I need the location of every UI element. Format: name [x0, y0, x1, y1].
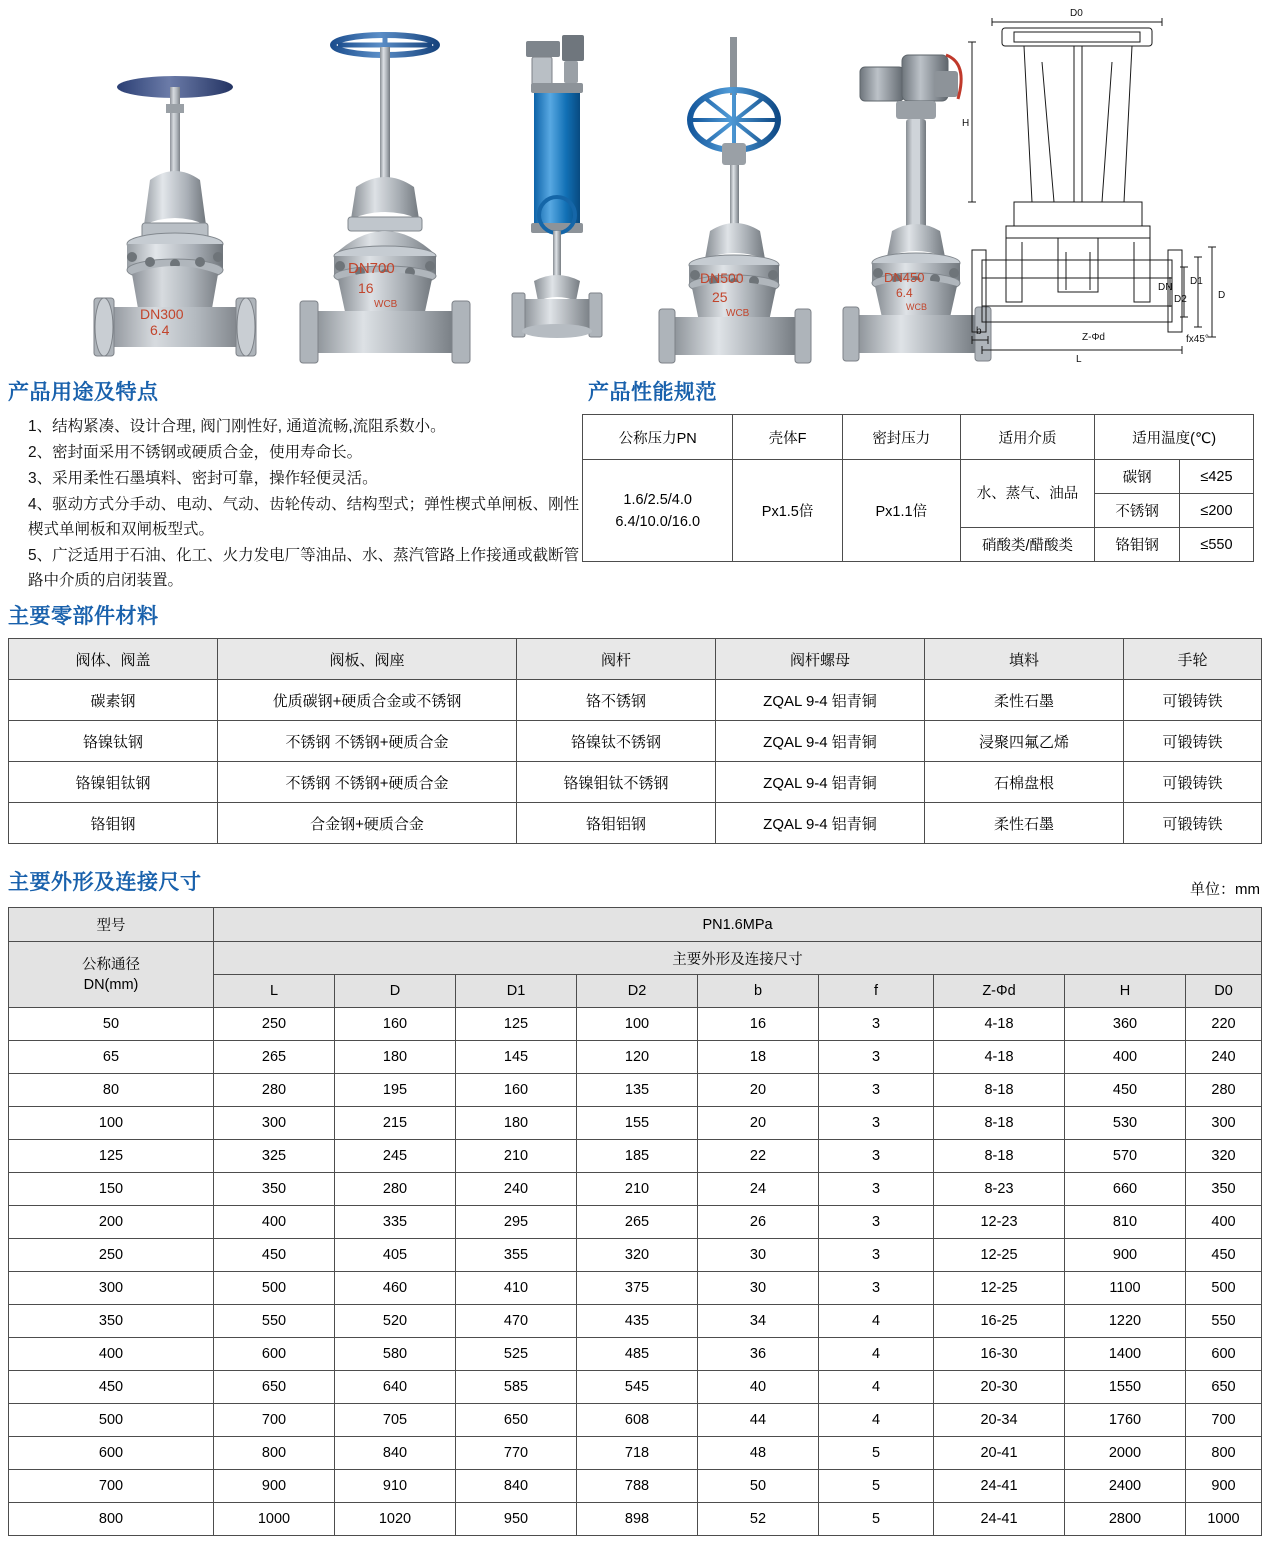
table-row: [9, 1008, 1262, 1041]
dim-cell-L: 265: [214, 1041, 335, 1074]
dim-col-f: f: [819, 975, 934, 1008]
table-row: [9, 1305, 1262, 1338]
dim-cell-L: 700: [214, 1404, 335, 1437]
dim-cell-L: 500: [214, 1272, 335, 1305]
dim-cell-Z-Φd: 4-18: [934, 1008, 1065, 1041]
materials-cell: ZQAL 9-4 铝青铜: [716, 721, 925, 762]
dim-cell-Z-Φd: 20-34: [934, 1404, 1065, 1437]
dim-cell-H: 900: [1065, 1239, 1186, 1272]
dim-cell-b: 30: [698, 1239, 819, 1272]
spec-cell-temp-material-1: 不锈钢: [1095, 494, 1180, 528]
dim-cell-D1: 125: [456, 1008, 577, 1041]
dim-cell-D0: 800: [1186, 1437, 1262, 1470]
valve-marking-pn: 6.4: [150, 322, 170, 338]
spec-pn-line1: 1.6/2.5/4.0: [623, 491, 692, 508]
spec-cell-temp-value-0: ≤425: [1179, 460, 1253, 494]
dim-cell-D: 195: [335, 1074, 456, 1107]
table-row: [9, 639, 1262, 680]
dim-cell-f: 3: [819, 1140, 934, 1173]
table-row: [9, 1503, 1262, 1536]
dim-cell-dn: 600: [9, 1437, 214, 1470]
spec-header-pn: 公称压力PN: [583, 415, 733, 460]
valve-marking-pn: 16: [358, 280, 374, 296]
materials-cell: 合金钢+硬质合金: [218, 803, 517, 844]
dim-cell-D0: 450: [1186, 1239, 1262, 1272]
dim-cell-D1: 160: [456, 1074, 577, 1107]
dim-cell-D0: 1000: [1186, 1503, 1262, 1536]
dim-cell-D1: 770: [456, 1437, 577, 1470]
dim-cell-L: 800: [214, 1437, 335, 1470]
dim-cell-dn: 80: [9, 1074, 214, 1107]
list-item: 5、广泛适用于石油、化工、火力发电厂等油品、水、蒸汽管路上作接通或截断管路中介质的启闭装置。: [28, 547, 580, 589]
features-list: [0, 414, 580, 593]
table-row: [9, 762, 1262, 803]
dim-cell-f: 3: [819, 1041, 934, 1074]
dim-cell-D: 910: [335, 1470, 456, 1503]
dim-cell-D0: 400: [1186, 1206, 1262, 1239]
table-row: [9, 908, 1262, 942]
dim-cell-D2: 788: [577, 1470, 698, 1503]
spec-header-shell: 壳体F: [733, 415, 842, 460]
dim-cell-b: 40: [698, 1371, 819, 1404]
dim-cell-b: 18: [698, 1041, 819, 1074]
dim-cell-f: 3: [819, 1239, 934, 1272]
dim-cell-D0: 320: [1186, 1140, 1262, 1173]
dim-cell-b: 52: [698, 1503, 819, 1536]
dim-cell-Z-Φd: 16-30: [934, 1338, 1065, 1371]
spec-cell-media-2: 硝酸类/醋酸类: [960, 528, 1094, 562]
table-row: [9, 721, 1262, 762]
dim-cell-H: 450: [1065, 1074, 1186, 1107]
dim-cell-b: 16: [698, 1008, 819, 1041]
dim-cell-D2: 485: [577, 1338, 698, 1371]
table-row: [9, 1437, 1262, 1470]
spec-cell-temp-value-2: ≤550: [1179, 528, 1253, 562]
dim-cell-L: 300: [214, 1107, 335, 1140]
dim-cell-D1: 295: [456, 1206, 577, 1239]
dim-col-b: b: [698, 975, 819, 1008]
table-row: [9, 942, 1262, 975]
dim-cell-D0: 300: [1186, 1107, 1262, 1140]
dim-cell-dn: 400: [9, 1338, 214, 1371]
materials-header-1: 阀板、阀座: [218, 639, 517, 680]
table-row: [9, 1371, 1262, 1404]
materials-cell: 铬不锈钢: [517, 680, 716, 721]
dim-col-D2: D2: [577, 975, 698, 1008]
dim-col-L: L: [214, 975, 335, 1008]
dim-cell-b: 20: [698, 1074, 819, 1107]
dim-cell-b: 30: [698, 1272, 819, 1305]
dim-cell-D1: 210: [456, 1140, 577, 1173]
materials-cell: 铬镍钛不锈钢: [517, 721, 716, 762]
dim-cell-b: 34: [698, 1305, 819, 1338]
drawing-label-d: D: [1218, 290, 1226, 301]
dim-cell-D2: 375: [577, 1272, 698, 1305]
dim-cell-b: 22: [698, 1140, 819, 1173]
dim-cell-D0: 240: [1186, 1041, 1262, 1074]
valve-marking-dn: DN500: [700, 270, 744, 286]
materials-cell: 铬钼铝钢: [517, 803, 716, 844]
table-row: [9, 1107, 1262, 1140]
spec-cell-temp-value-1: ≤200: [1179, 494, 1253, 528]
dim-cell-dn: 200: [9, 1206, 214, 1239]
dim-cell-f: 4: [819, 1371, 934, 1404]
materials-header-3: 阀杆螺母: [716, 639, 925, 680]
dim-cell-D2: 185: [577, 1140, 698, 1173]
valve-marking-material: WCB: [906, 302, 927, 312]
dim-cell-L: 650: [214, 1371, 335, 1404]
dimensions-table: [8, 907, 1262, 1536]
dim-cell-f: 3: [819, 1008, 934, 1041]
dim-cell-D: 520: [335, 1305, 456, 1338]
features-and-spec-row: [0, 370, 1270, 594]
dim-cell-L: 900: [214, 1470, 335, 1503]
materials-header-5: 手轮: [1124, 639, 1262, 680]
valve-marking-dn: DN300: [140, 306, 184, 322]
dim-cell-D0: 550: [1186, 1305, 1262, 1338]
technical-drawing: [962, 2, 1262, 362]
drawing-label-h: H: [962, 118, 970, 129]
dim-cell-Z-Φd: 8-23: [934, 1173, 1065, 1206]
dim-cell-Z-Φd: 24-41: [934, 1503, 1065, 1536]
table-row: [9, 680, 1262, 721]
dim-cell-D0: 600: [1186, 1338, 1262, 1371]
catalog-page: DN300 6.4 DN700 16 WCB DN500 25 WCB DN450 6.4 WCB D0 H DN D2 D1 D b L Z-Φd fx45° 产品用途及特点 1、结构紧凑、设计合理, 阀门刚性好, 通道流畅,流阻系数小。 2、密封面采用不锈钢或硬质合金，使用寿命长。 3、采用柔性石墨填料、密封可靠，操作轻便灵活。 4、驱动方式分手动、电动、气动、齿轮传动、结构型式；弹性楔式单闸板、刚性楔式单闸板和双闸板型式。 5、广泛适用于石油、化工、火力发电厂等油品、水、蒸汽管路上作接通或截断管路中介质的启闭装置。 产品性能规范 公称压力PN 壳体F 密封压力 适用介质 适用温度(℃) 1.6/2.5/4.0 6.4/10.0/16.0 Px1.5倍 Px1.1倍 水、蒸气、油品 碳钢 ≤425 不锈钢 ≤200 硝酸类/醋酸类 铬钼钢 ≤550 主要零部件材料 阀体、阀盖 阀板、阀座 阀杆 阀杆螺母 填料 手轮 碳素钢 优质碳钢+硬质合金或不锈钢 铬不锈钢 ZQAL 9-4 铝青铜 柔性石墨 可锻铸铁 铬镍钛钢 不锈钢 不锈钢+硬质合金 铬镍钛不锈钢 ZQAL 9-4 铝青铜 浸聚四氟乙烯 可锻铸铁 铬镍钼钛钢 不锈钢 不锈钢+硬质合金 铬镍钼钛不锈钢 ZQAL 9-4 铝青铜 石棉盘根 可锻铸铁 铬钼钢 合金钢+硬质合金 铬钼铝钢 ZQAL 9-4 铝青铜 柔性石墨 可锻铸铁 主要外形及连接尺寸 单位：mm 型号 PN1.6MPa 公称通径 DN(mm) 主要外形及连接尺寸 L D D1 D2 b f Z-Φd H D0 50 250 160 125 100 16 3 4-18 360 220 65 265 180 145 120 18 3 4-18 400 240 80 280 195 160 135 20 3 8-18 450 280 100 300 215 180 155 20 3 8-18 530 300 125 325 245 210 185 22 3 8-18 570 320 150 350 280 240 210 24 3 8-23 660 350 200 400 335 295 265 26 3 12-23 810 400 250 450 405 355 320 30 3 12-25 900 450 300 500 460 410 375 30 3 12-25 1100 500 350 550 520 470 435 34 4 16-25 1220 550 400 600 580 525 485 36 4 16-30 1400 600 450 650 640 585 545 40 4 20-30 1550 650 500 700 705 650 608 44 4 20-34 1760 700 600 800 840 770 718 48 5 20-41 2000 800 700 900 910 840 788 50 5 24-41 2400 900 800 1000 1020 950 898 52 5 24-41 2800 1000: [0, 0, 1270, 1536]
dim-cell-H: 1760: [1065, 1404, 1186, 1437]
dim-cell-H: 810: [1065, 1206, 1186, 1239]
table-row: [9, 1173, 1262, 1206]
dim-cell-D1: 145: [456, 1041, 577, 1074]
dim-cell-H: 360: [1065, 1008, 1186, 1041]
dim-cell-D0: 700: [1186, 1404, 1262, 1437]
dim-cell-H: 660: [1065, 1173, 1186, 1206]
dim-cell-D: 280: [335, 1173, 456, 1206]
table-row: [9, 1404, 1262, 1437]
dim-cell-b: 48: [698, 1437, 819, 1470]
materials-cell: 石棉盘根: [925, 762, 1124, 803]
dim-cell-D1: 470: [456, 1305, 577, 1338]
table-row: [9, 1074, 1262, 1107]
dim-header-dn-line2: DN(mm): [83, 976, 139, 993]
dim-cell-f: 3: [819, 1206, 934, 1239]
spec-column: [580, 370, 1260, 562]
dim-cell-D2: 435: [577, 1305, 698, 1338]
dim-cell-dn: 50: [9, 1008, 214, 1041]
dim-cell-D0: 900: [1186, 1470, 1262, 1503]
materials-cell: 铬镍钼钛不锈钢: [517, 762, 716, 803]
dim-cell-D: 245: [335, 1140, 456, 1173]
drawing-label-zd: Z-Φd: [1082, 332, 1105, 343]
dim-cell-f: 3: [819, 1272, 934, 1305]
dim-cell-D0: 500: [1186, 1272, 1262, 1305]
dim-cell-D2: 320: [577, 1239, 698, 1272]
dim-cell-dn: 800: [9, 1503, 214, 1536]
product-photo-pneumatic-gate-valve: [498, 25, 628, 370]
dim-col-D0: D0: [1186, 975, 1262, 1008]
dim-cell-b: 50: [698, 1470, 819, 1503]
dim-cell-f: 4: [819, 1404, 934, 1437]
dim-cell-Z-Φd: 24-41: [934, 1470, 1065, 1503]
dim-cell-L: 280: [214, 1074, 335, 1107]
table-row: [9, 1140, 1262, 1173]
spec-header-media: 适用介质: [960, 415, 1094, 460]
dim-cell-D0: 220: [1186, 1008, 1262, 1041]
drawing-label-d2: D2: [1174, 294, 1187, 305]
dim-cell-b: 24: [698, 1173, 819, 1206]
materials-header-2: 阀杆: [517, 639, 716, 680]
dim-cell-D2: 135: [577, 1074, 698, 1107]
dim-cell-H: 530: [1065, 1107, 1186, 1140]
dim-cell-H: 1400: [1065, 1338, 1186, 1371]
dim-cell-D: 335: [335, 1206, 456, 1239]
dim-cell-D: 460: [335, 1272, 456, 1305]
table-row: [9, 1338, 1262, 1371]
product-photo-bevel-gear-gate-valve: [650, 25, 820, 370]
dim-cell-H: 2400: [1065, 1470, 1186, 1503]
dim-cell-D1: 840: [456, 1470, 577, 1503]
materials-cell: ZQAL 9-4 铝青铜: [716, 680, 925, 721]
spec-title: 产品性能规范: [588, 381, 717, 404]
dim-cell-H: 1100: [1065, 1272, 1186, 1305]
materials-cell: 柔性石墨: [925, 803, 1124, 844]
valve-marking-dn: DN700: [348, 260, 395, 277]
dim-cell-Z-Φd: 20-30: [934, 1371, 1065, 1404]
dim-cell-dn: 350: [9, 1305, 214, 1338]
dim-cell-D0: 280: [1186, 1074, 1262, 1107]
dim-cell-D1: 240: [456, 1173, 577, 1206]
dim-cell-b: 36: [698, 1338, 819, 1371]
materials-header-4: 填料: [925, 639, 1124, 680]
dim-cell-H: 400: [1065, 1041, 1186, 1074]
materials-cell: 铬镍钛钢: [9, 721, 218, 762]
dim-cell-D: 180: [335, 1041, 456, 1074]
dim-cell-D1: 525: [456, 1338, 577, 1371]
drawing-label-angle: fx45°: [1186, 334, 1209, 345]
dim-cell-f: 3: [819, 1074, 934, 1107]
dim-cell-dn: 450: [9, 1371, 214, 1404]
table-row: [9, 1206, 1262, 1239]
dim-cell-Z-Φd: 16-25: [934, 1305, 1065, 1338]
materials-cell: 可锻铸铁: [1124, 680, 1262, 721]
drawing-label-dn: DN: [1158, 282, 1173, 293]
spec-cell-pn: [583, 460, 733, 562]
dim-col-D: D: [335, 975, 456, 1008]
features-column: [0, 370, 580, 594]
table-row: [9, 1272, 1262, 1305]
dim-cell-Z-Φd: 4-18: [934, 1041, 1065, 1074]
dim-cell-L: 400: [214, 1206, 335, 1239]
valve-marking-dn: DN450: [884, 270, 925, 285]
dim-cell-D0: 650: [1186, 1371, 1262, 1404]
dim-cell-D2: 265: [577, 1206, 698, 1239]
dim-cell-D: 1020: [335, 1503, 456, 1536]
dim-cell-Z-Φd: 8-18: [934, 1107, 1065, 1140]
dim-cell-dn: 700: [9, 1470, 214, 1503]
dim-cell-D1: 650: [456, 1404, 577, 1437]
spec-cell-temp-material-0: 碳钢: [1095, 460, 1180, 494]
valve-marking-material: WCB: [374, 299, 398, 310]
spec-cell-shell: Px1.5倍: [733, 460, 842, 562]
dim-cell-D2: 120: [577, 1041, 698, 1074]
materials-cell: 优质碳钢+硬质合金或不锈钢: [218, 680, 517, 721]
spec-cell-media-1: 水、蒸气、油品: [960, 460, 1094, 528]
dim-cell-D: 405: [335, 1239, 456, 1272]
dim-cell-Z-Φd: 8-18: [934, 1140, 1065, 1173]
spec-cell-seal: Px1.1倍: [842, 460, 960, 562]
dim-cell-D1: 950: [456, 1503, 577, 1536]
materials-cell: 可锻铸铁: [1124, 803, 1262, 844]
dim-cell-L: 1000: [214, 1503, 335, 1536]
dim-cell-H: 570: [1065, 1140, 1186, 1173]
dim-cell-L: 600: [214, 1338, 335, 1371]
spec-table: [582, 414, 1254, 562]
product-photo-large-handwheel-gate-valve: [290, 25, 480, 370]
dim-col-D1: D1: [456, 975, 577, 1008]
spec-cell-temp-material-2: 铬钼钢: [1095, 528, 1180, 562]
product-photo-handwheel-gate-valve: [80, 30, 270, 370]
dim-cell-dn: 100: [9, 1107, 214, 1140]
dim-cell-H: 1550: [1065, 1371, 1186, 1404]
dim-cell-D0: 350: [1186, 1173, 1262, 1206]
valve-marking-pn: 6.4: [896, 286, 913, 300]
dim-cell-L: 550: [214, 1305, 335, 1338]
spec-header-temp: 适用温度(℃): [1095, 415, 1254, 460]
dim-header-model: 型号: [9, 908, 214, 942]
table-row: [583, 415, 1254, 460]
materials-cell: 可锻铸铁: [1124, 721, 1262, 762]
dim-col-Zd: Z-Φd: [934, 975, 1065, 1008]
dim-cell-f: 5: [819, 1503, 934, 1536]
materials-cell: 柔性石墨: [925, 680, 1124, 721]
dim-cell-H: 2000: [1065, 1437, 1186, 1470]
dim-cell-L: 325: [214, 1140, 335, 1173]
dim-cell-b: 44: [698, 1404, 819, 1437]
list-item: 3、采用柔性石墨填料、密封可靠，操作轻便灵活。: [28, 470, 378, 487]
valve-marking-material: WCB: [726, 308, 750, 319]
materials-cell: 碳素钢: [9, 680, 218, 721]
table-row: [9, 1041, 1262, 1074]
product-photo-strip: [0, 0, 1270, 370]
dim-header-pressure: PN1.6MPa: [214, 908, 1262, 942]
dim-col-H: H: [1065, 975, 1186, 1008]
dim-cell-D: 640: [335, 1371, 456, 1404]
dim-cell-D2: 100: [577, 1008, 698, 1041]
dim-cell-dn: 65: [9, 1041, 214, 1074]
table-row: [9, 1470, 1262, 1503]
dim-cell-dn: 500: [9, 1404, 214, 1437]
dim-header-dn-line1: 公称通径: [82, 956, 140, 973]
dim-cell-D: 160: [335, 1008, 456, 1041]
dim-cell-Z-Φd: 12-25: [934, 1272, 1065, 1305]
table-row: [583, 460, 1254, 494]
dim-cell-b: 20: [698, 1107, 819, 1140]
dim-cell-dn: 125: [9, 1140, 214, 1173]
dim-cell-b: 26: [698, 1206, 819, 1239]
materials-cell: ZQAL 9-4 铝青铜: [716, 762, 925, 803]
materials-header-0: 阀体、阀盖: [9, 639, 218, 680]
dim-cell-D: 215: [335, 1107, 456, 1140]
valve-marking-pn: 25: [712, 289, 728, 305]
dim-cell-f: 3: [819, 1107, 934, 1140]
drawing-label-d1: D1: [1190, 276, 1203, 287]
list-item: 2、密封面采用不锈钢或硬质合金，使用寿命长。: [28, 444, 363, 461]
materials-cell: 不锈钢 不锈钢+硬质合金: [218, 721, 517, 762]
dim-cell-D: 580: [335, 1338, 456, 1371]
dim-cell-D2: 718: [577, 1437, 698, 1470]
dim-header-group: 主要外形及连接尺寸: [214, 942, 1262, 975]
materials-title: 主要零部件材料: [8, 605, 159, 628]
dimensions-title: 主要外形及连接尺寸: [8, 871, 202, 894]
dim-cell-D2: 898: [577, 1503, 698, 1536]
dim-cell-dn: 300: [9, 1272, 214, 1305]
dim-cell-dn: 150: [9, 1173, 214, 1206]
dim-cell-Z-Φd: 12-25: [934, 1239, 1065, 1272]
materials-cell: 不锈钢 不锈钢+硬质合金: [218, 762, 517, 803]
dim-cell-H: 1220: [1065, 1305, 1186, 1338]
dim-cell-D: 705: [335, 1404, 456, 1437]
dim-cell-D1: 585: [456, 1371, 577, 1404]
table-row: [9, 803, 1262, 844]
dim-cell-f: 5: [819, 1437, 934, 1470]
materials-cell: 可锻铸铁: [1124, 762, 1262, 803]
materials-cell: 铬钼钢: [9, 803, 218, 844]
dim-cell-L: 250: [214, 1008, 335, 1041]
table-row: [9, 1239, 1262, 1272]
materials-cell: 浸聚四氟乙烯: [925, 721, 1124, 762]
dim-header-dn: [9, 942, 214, 1008]
materials-cell: ZQAL 9-4 铝青铜: [716, 803, 925, 844]
dim-cell-D1: 355: [456, 1239, 577, 1272]
dim-cell-dn: 250: [9, 1239, 214, 1272]
drawing-label-l: L: [1076, 354, 1082, 362]
dim-cell-f: 4: [819, 1305, 934, 1338]
dim-cell-D2: 210: [577, 1173, 698, 1206]
drawing-label-b: b: [976, 326, 982, 337]
features-title: 产品用途及特点: [8, 381, 159, 404]
dim-cell-Z-Φd: 8-18: [934, 1074, 1065, 1107]
dim-cell-D2: 545: [577, 1371, 698, 1404]
spec-pn-line2: 6.4/10.0/16.0: [615, 513, 701, 530]
dim-cell-Z-Φd: 20-41: [934, 1437, 1065, 1470]
spec-header-seal: 密封压力: [842, 415, 960, 460]
materials-cell: 铬镍钼钛钢: [9, 762, 218, 803]
dim-cell-D: 840: [335, 1437, 456, 1470]
list-item: 1、结构紧凑、设计合理, 阀门刚性好, 通道流畅,流阻系数小。: [28, 418, 446, 435]
drawing-label-d0: D0: [1070, 8, 1083, 19]
dim-cell-L: 350: [214, 1173, 335, 1206]
dim-cell-f: 4: [819, 1338, 934, 1371]
dim-cell-D2: 155: [577, 1107, 698, 1140]
dim-cell-Z-Φd: 12-23: [934, 1206, 1065, 1239]
dim-cell-L: 450: [214, 1239, 335, 1272]
materials-table: [8, 638, 1262, 844]
dim-cell-H: 2800: [1065, 1503, 1186, 1536]
dim-cell-D1: 180: [456, 1107, 577, 1140]
dim-cell-f: 3: [819, 1173, 934, 1206]
list-item: 4、驱动方式分手动、电动、气动、齿轮传动、结构型式；弹性楔式单闸板、刚性楔式单闸板和双闸板型式。: [28, 496, 580, 538]
dim-cell-f: 5: [819, 1470, 934, 1503]
dim-cell-D1: 410: [456, 1272, 577, 1305]
dim-cell-D2: 608: [577, 1404, 698, 1437]
